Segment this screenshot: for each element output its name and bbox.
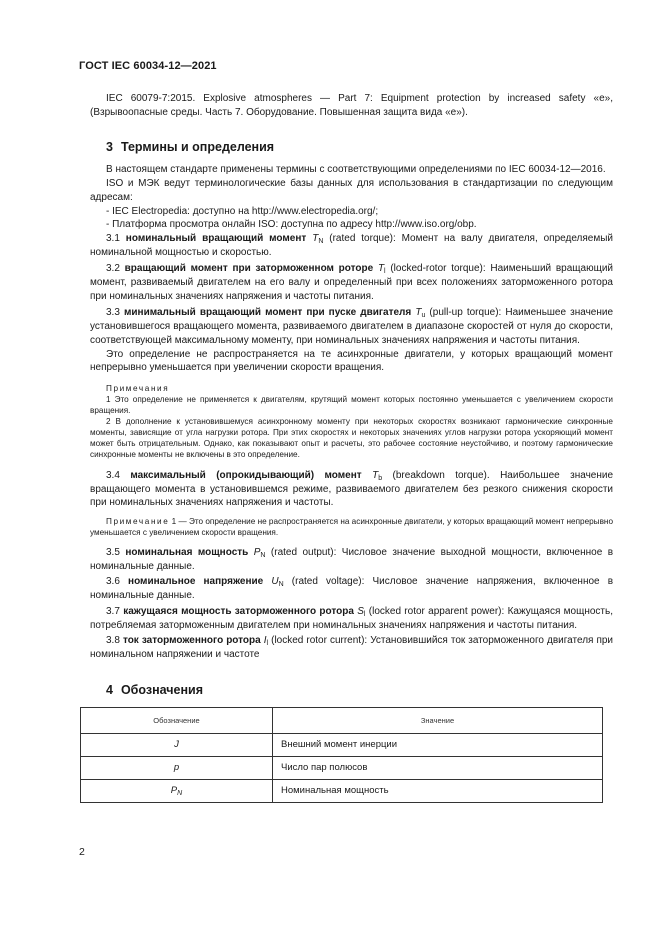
symbol-text: p: [173, 762, 180, 774]
term-3-1-definition: (rated torque): Момент на валу двигателя, определяемый номинальной мощностью и скоростью.: [90, 232, 614, 258]
term-3-8-name: ток заторможенного ротора: [122, 635, 261, 647]
term-3-7-symbol: S: [357, 605, 364, 617]
term-3-4-definition: (breakdown torque). Наибольшее значение вращающего момента в установившемся режиме, развиваемого двигателем без резкого снижения скорости при номинальных значениях напряжения и частоты.: [90, 469, 614, 509]
term-3-7-name: кажущаяся мощность заторможенного ротора: [123, 605, 354, 617]
table-cell-symbol: [81, 779, 273, 802]
bullet-electropedia: - IEC Electropedia: доступно на http://www.electropedia.org/;: [106, 205, 379, 217]
term-3-6-subscript: N: [278, 581, 284, 589]
term-3-1-name: номинальный вращающий момент: [125, 232, 307, 244]
term-3-8-number: 3.8: [106, 635, 120, 647]
term-3-4-symbol: T: [372, 469, 379, 481]
term-3-5-definition: (rated output): Числовое значение выходной мощности, включенное в номинальные данные.: [90, 547, 614, 572]
term-3-1: [90, 232, 613, 259]
term-3-3-subscript: u: [421, 312, 426, 320]
note-3-4-text: 1 — Это определение не распространяется на асинхронные двигатели, у которых вращающий момент непрерывно уменьшается с увеличением скорости вращения.: [90, 517, 613, 538]
table-header-meaning: Значение: [273, 707, 603, 733]
iso-iec-databases: ISO и МЭК ведут терминологические базы данных для использования в стандартизации по следующим адресам:: [90, 178, 613, 203]
term-3-2-name: вращающий момент при заторможенном роторе: [124, 263, 374, 275]
term-3-5-subscript: N: [260, 552, 266, 560]
term-3-3-number: 3.3: [106, 307, 120, 319]
note-3-4-label: Примечание: [106, 517, 170, 527]
section-3-heading: [90, 139, 613, 155]
table-row: [81, 733, 603, 756]
term-3-2-subscript: l: [384, 268, 386, 276]
term-3-3-definition: (pull-up torque): Наименьшее значение установившегося вращающего момента, развиваемого двигателем в диапазоне скоростей от нуля до скорости, соответствующей максимальному моменту, при номинальных значениях напряжения и частоты питания.: [90, 307, 614, 346]
symbol-text: P: [170, 785, 178, 797]
table-cell-symbol: [81, 733, 273, 756]
symbol-text: J: [174, 739, 179, 751]
term-3-6-name: номинальное напряжение: [128, 576, 264, 588]
bullet-iso-obp: - Платформа просмотра онлайн ISO: доступна по адресу http://www.iso.org/obp.: [106, 219, 477, 231]
term-3-1-symbol: T: [312, 232, 319, 244]
note-2: 2 В дополнение к установившемуся асинхронному моменту при некоторых скоростях возникают гармонические синхронные моменты, зависящие от угла нагрузки ротора. При этих скоростях и некоторых значениях углов нагрузки ротора ускоряющий момент может быть отрицательным. Однако, как показывают опыт и расчеты, это рабочее состояние неустойчиво, и поэтому гармонические синхронные моменты не включены в это определение.: [90, 416, 613, 459]
term-3-5-number: 3.5: [106, 547, 120, 559]
symbols-table: [80, 707, 603, 803]
section-3-number: 3: [106, 140, 113, 155]
term-3-7-definition: (locked rotor apparent power): Кажущаяся мощность, потребляемая заторможенным двигателем при номинальных значениях напряжения и частоты питания.: [90, 605, 613, 631]
section-3-intro: В настоящем стандарте применены термины с соответствующими определениями по IEC 60034-12—2016.: [106, 164, 606, 176]
section-4-number: 4: [106, 682, 113, 697]
term-3-2-definition: (locked-rotor torque): Наименьший вращающий момент, развиваемый двигателем на его валу и определенный при всех положениях заторможенного ротора при номинальных значениях напряжения и частоты питания.: [90, 263, 613, 302]
term-3-6: [90, 575, 613, 602]
table-row: [81, 779, 603, 802]
page-number: 2: [79, 846, 85, 858]
table-cell-meaning: Внешний момент инерции: [273, 733, 603, 756]
note-3-4: [90, 516, 613, 538]
section-4-heading: [90, 682, 613, 698]
term-3-6-definition: (rated voltage): Числовое значение напряжения, включенное в номинальные данные.: [90, 576, 614, 602]
term-3-4-name: максимальный (опрокидывающий) момент: [130, 469, 362, 481]
term-3-2-symbol: T: [377, 263, 385, 275]
term-3-5-symbol: P: [253, 547, 261, 559]
term-3-3-name: минимальный вращающий момент при пуске двигателя: [123, 307, 412, 319]
table-header-symbol: Обозначение: [81, 707, 273, 733]
section-4-title: Обозначения: [120, 682, 204, 697]
term-3-4-subscript: b: [378, 474, 383, 482]
term-3-8-symbol: I: [263, 635, 267, 647]
page-content: [90, 92, 613, 803]
term-3-7: [90, 605, 613, 632]
term-3-3: [90, 306, 613, 347]
term-3-4: [90, 469, 613, 510]
table-header-row: [81, 707, 603, 733]
table-row: [81, 756, 603, 779]
table-cell-symbol: [81, 756, 273, 779]
term-3-7-number: 3.7: [106, 605, 120, 617]
term-3-5: [90, 546, 613, 573]
term-3-8: [90, 634, 613, 661]
term-3-2-number: 3.2: [106, 263, 120, 275]
term-3-3-extra: Это определение не распространяется на те асинхронные двигатели, у которых вращающий момент непрерывно уменьшается при увеличении скорости вращения.: [90, 348, 613, 374]
notes-title: Примечания: [106, 383, 170, 393]
symbol-subscript: N: [177, 790, 183, 798]
term-3-3-symbol: T: [415, 307, 422, 319]
note-1: 1 Это определение не применяется к двигателям, крутящий момент которых постоянно уменьшается с увеличением скорости вращения.: [90, 394, 613, 415]
section-3-title: Термины и определения: [120, 140, 275, 155]
standard-header: ГОСТ IEC 60034-12—2021: [79, 60, 217, 72]
term-3-8-definition: (locked rotor current): Установившийся ток заторможенного двигателя при номинальном напряжении и частоте: [90, 635, 614, 660]
table-cell-meaning: Номинальная мощность: [273, 779, 603, 802]
table-cell-meaning: Число пар полюсов: [273, 756, 603, 779]
term-3-1-subscript: N: [318, 237, 324, 245]
term-3-6-number: 3.6: [106, 576, 120, 588]
reference-iec-60079-7: IEC 60079-7:2015. Explosive atmospheres — Part 7: Equipment protection by increased safety «e», (Взрывоопасные среды. Часть 7. Оборудование. Повышенная защита вида «e»).: [90, 93, 613, 118]
term-3-8-subscript: l: [266, 640, 269, 648]
term-3-1-number: 3.1: [106, 232, 120, 244]
term-3-6-symbol: U: [271, 576, 279, 588]
term-3-4-number: 3.4: [106, 469, 120, 481]
term-3-5-name: номинальная мощность: [125, 547, 249, 559]
term-3-7-subscript: l: [363, 610, 366, 618]
term-3-2: [90, 262, 613, 303]
